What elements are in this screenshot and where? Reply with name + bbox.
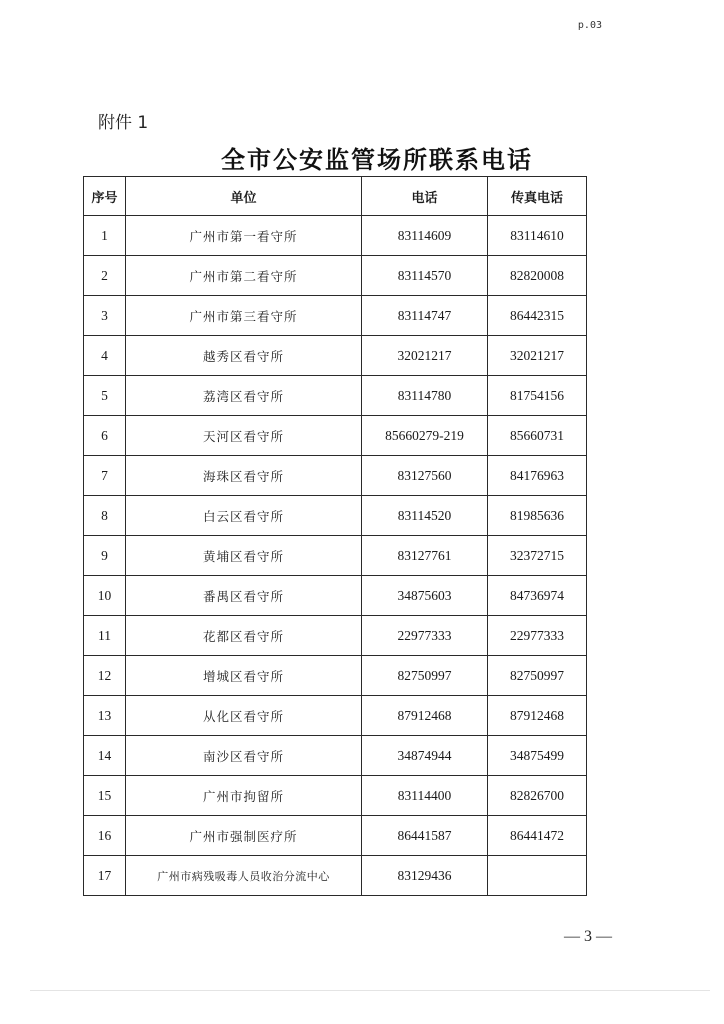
row-phone: 83114780 [362,376,488,416]
contact-table [83,176,587,896]
row-phone: 85660279-219 [362,416,488,456]
row-fax: 22977333 [488,616,587,656]
row-unit: 天河区看守所 [126,416,362,456]
row-phone: 83114609 [362,216,488,256]
row-fax: 86442315 [488,296,587,336]
row-index: 6 [84,416,126,456]
table-row [84,376,587,416]
row-phone: 83114570 [362,256,488,296]
row-index: 4 [84,336,126,376]
row-unit: 广州市第三看守所 [126,296,362,336]
row-phone: 82750997 [362,656,488,696]
table-row [84,536,587,576]
row-index: 9 [84,536,126,576]
row-phone: 32021217 [362,336,488,376]
row-unit: 从化区看守所 [126,696,362,736]
row-fax: 85660731 [488,416,587,456]
table-row [84,496,587,536]
table-row [84,696,587,736]
row-phone: 34874944 [362,736,488,776]
row-unit: 广州市第二看守所 [126,256,362,296]
fax-page-marker: p.03 [577,20,602,31]
row-fax: 86441472 [488,816,587,856]
row-index: 1 [84,216,126,256]
row-phone: 83127761 [362,536,488,576]
document-title: 全市公安监管场所联系电话 [221,146,533,174]
header-unit: 单位 [126,177,362,216]
row-unit: 白云区看守所 [126,496,362,536]
bottom-scan-line [30,990,710,991]
table-row [84,416,587,456]
table-body [84,216,587,896]
row-phone: 83114520 [362,496,488,536]
row-fax: 84176963 [488,456,587,496]
row-unit: 黄埔区看守所 [126,536,362,576]
row-fax: 81985636 [488,496,587,536]
row-phone: 86441587 [362,816,488,856]
row-index: 10 [84,576,126,616]
attachment-label: 附件 1 [98,113,149,133]
row-phone: 83129436 [362,856,488,896]
row-fax: 83114610 [488,216,587,256]
row-fax: 87912468 [488,696,587,736]
table-row [84,616,587,656]
row-index: 8 [84,496,126,536]
table-row [84,576,587,616]
row-index: 11 [84,616,126,656]
row-unit: 广州市拘留所 [126,776,362,816]
row-unit: 荔湾区看守所 [126,376,362,416]
row-fax: 84736974 [488,576,587,616]
row-fax [488,856,587,896]
table-row [84,816,587,856]
row-unit: 广州市病残吸毒人员收治分流中心 [126,856,362,896]
page-number: — 3 — [564,928,612,945]
row-fax: 82820008 [488,256,587,296]
table-row [84,336,587,376]
row-fax: 81754156 [488,376,587,416]
table-row [84,216,587,256]
table-row [84,776,587,816]
row-fax: 34875499 [488,736,587,776]
table-row [84,856,587,896]
row-fax: 82826700 [488,776,587,816]
row-index: 3 [84,296,126,336]
table-row [84,256,587,296]
row-unit: 广州市强制医疗所 [126,816,362,856]
table-row [84,456,587,496]
row-index: 16 [84,816,126,856]
row-fax: 32021217 [488,336,587,376]
row-index: 7 [84,456,126,496]
header-index: 序号 [84,177,126,216]
row-index: 17 [84,856,126,896]
row-unit: 番禺区看守所 [126,576,362,616]
table-row [84,656,587,696]
row-phone: 83127560 [362,456,488,496]
row-phone: 22977333 [362,616,488,656]
row-fax: 82750997 [488,656,587,696]
table-header-row [84,177,587,216]
row-unit: 海珠区看守所 [126,456,362,496]
row-unit: 越秀区看守所 [126,336,362,376]
row-unit: 南沙区看守所 [126,736,362,776]
row-index: 2 [84,256,126,296]
table-row [84,296,587,336]
row-phone: 83114747 [362,296,488,336]
row-fax: 32372715 [488,536,587,576]
row-phone: 83114400 [362,776,488,816]
row-index: 13 [84,696,126,736]
row-index: 12 [84,656,126,696]
row-unit: 花都区看守所 [126,616,362,656]
row-phone: 34875603 [362,576,488,616]
row-index: 14 [84,736,126,776]
table-row [84,736,587,776]
row-index: 5 [84,376,126,416]
row-phone: 87912468 [362,696,488,736]
header-fax: 传真电话 [488,177,587,216]
header-phone: 电话 [362,177,488,216]
row-unit: 广州市第一看守所 [126,216,362,256]
row-unit: 增城区看守所 [126,656,362,696]
row-index: 15 [84,776,126,816]
